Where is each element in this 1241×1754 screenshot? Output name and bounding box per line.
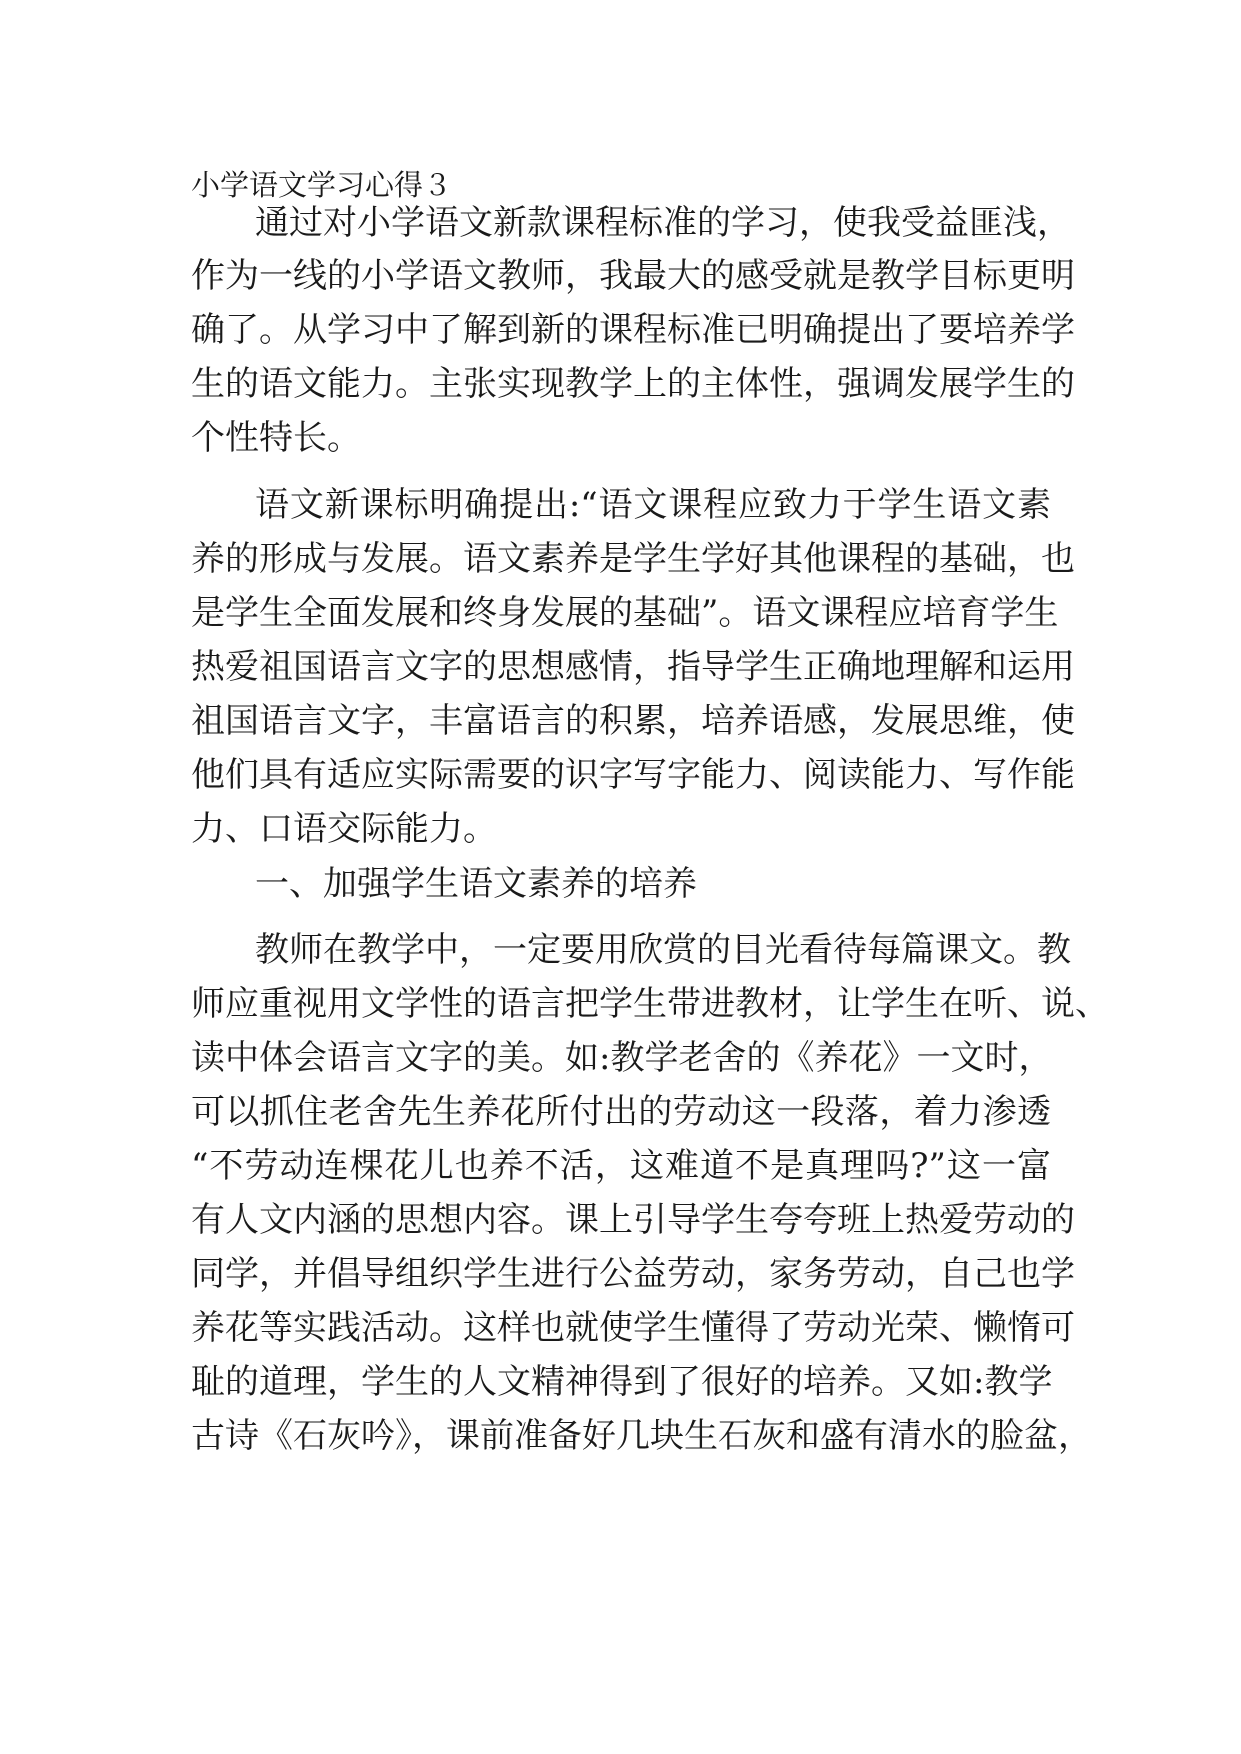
- paragraph-2-line-2: 养的形成与发展。语文素养是学生学好其他课程的基础，也: [191, 539, 1075, 579]
- section-heading: 一、加强学生语文素养的培养: [255, 864, 697, 904]
- document-title: 小学语文学习心得３: [191, 168, 453, 202]
- paragraph-3-line-4: 可以抓住老舍先生养花所付出的劳动这一段落，着力渗透: [191, 1092, 1051, 1132]
- paragraph-1-line-2: 作为一线的小学语文教师，我最大的感受就是教学目标更明: [191, 256, 1075, 296]
- paragraph-3-line-5: “不劳动连棵花儿也养不活，这难道不是真理吗?”这一富: [191, 1146, 1051, 1186]
- paragraph-3-line-3: 读中体会语言文字的美。如:教学老舍的《养花》一文时，: [191, 1038, 1053, 1078]
- paragraph-2-line-4: 热爱祖国语言文字的思想感情，指导学生正确地理解和运用: [191, 647, 1075, 687]
- paragraph-3-line-1: 教师在教学中，一定要用欣赏的目光看待每篇课文。教: [255, 930, 1071, 970]
- paragraph-1-line-5: 个性特长。: [191, 418, 361, 458]
- paragraph-3-line-6: 有人文内涵的思想内容。课上引导学生夸夸班上热爱劳动的: [191, 1200, 1075, 1240]
- paragraph-2-line-3: 是学生全面发展和终身发展的基础”。语文课程应培育学生: [191, 593, 1059, 633]
- paragraph-1-line-4: 生的语文能力。主张实现教学上的主体性，强调发展学生的: [191, 364, 1075, 404]
- paragraph-3-line-10: 古诗《石灰吟》，课前准备好几块生石灰和盛有清水的脸盆，: [191, 1416, 1092, 1456]
- paragraph-3-line-7: 同学，并倡导组织学生进行公益劳动，家务劳动，自己也学: [191, 1254, 1075, 1294]
- paragraph-1-line-1: 通过对小学语文新款课程标准的学习，使我受益匪浅，: [255, 203, 1071, 243]
- paragraph-3-line-8: 养花等实践活动。这样也就使学生懂得了劳动光荣、懒惰可: [191, 1308, 1075, 1348]
- paragraph-3-line-9: 耻的道理，学生的人文精神得到了很好的培养。又如:教学: [191, 1362, 1053, 1402]
- paragraph-2-line-6: 他们具有适应实际需要的识字写字能力、阅读能力、写作能: [191, 755, 1075, 795]
- paragraph-3-line-2: 师应重视用文学性的语言把学生带进教材，让学生在听、说、: [191, 984, 1109, 1024]
- paragraph-1-line-3: 确了。从学习中了解到新的课程标准已明确提出了要培养学: [191, 310, 1075, 350]
- paragraph-2-line-1: 语文新课标明确提出:“语文课程应致力于学生语文素: [255, 485, 1051, 525]
- paragraph-2-line-7: 力、口语交际能力。: [191, 809, 497, 849]
- paragraph-2-line-5: 祖国语言文字，丰富语言的积累，培养语感，发展思维，使: [191, 701, 1075, 741]
